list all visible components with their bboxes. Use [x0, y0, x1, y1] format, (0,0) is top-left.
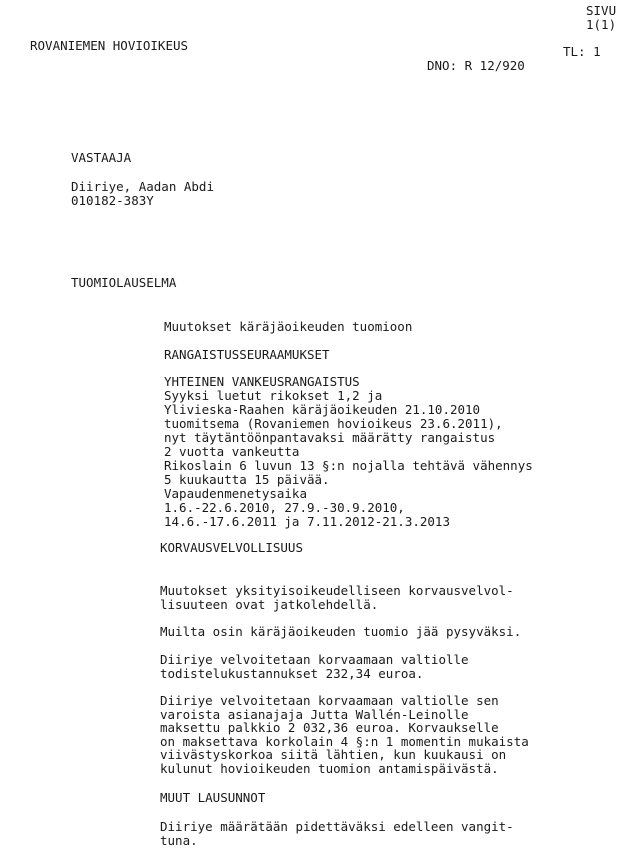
paragraph-line: tuna.: [160, 832, 198, 848]
joint-sentence-line: 5 kuukautta 15 päivää.: [164, 472, 330, 487]
paragraph-line: todistelukustannukset 232,34 euroa.: [160, 665, 424, 681]
dno-label: DNO: R 12/920: [427, 58, 525, 73]
paragraph-line: varoista asianajaja Jutta Wallén-Leinolle: [160, 706, 469, 722]
joint-sentence-line: nyt täytäntöönpantavaksi määrätty rangaistus: [164, 430, 496, 445]
page-number: 1(1): [586, 17, 617, 32]
defendant-id: 010182-383Y: [71, 193, 154, 208]
paragraph-line: kulunut hovioikeuden tuomion antamispäivästä.: [160, 760, 499, 776]
tl-label: TL: 1: [563, 44, 601, 59]
paragraph-attorney-fee: [160, 694, 529, 775]
joint-sentence-line: Rikoslain 6 luvun 13 §:n nojalla tehtävä vähennys: [164, 458, 533, 473]
paragraph-remains-valid: [160, 625, 521, 639]
defendant-name: Diiriye, Aadan Abdi: [71, 179, 214, 194]
paragraph-line: Diiriye velvoitetaan korvaamaan valtiolle sen: [160, 693, 499, 708]
defendant-heading: VASTAAJA: [71, 150, 132, 165]
joint-sentence-line: 1.6.-22.6.2010, 27.9.-30.9.2010,: [164, 500, 405, 515]
joint-sentence-section: [164, 375, 533, 529]
joint-sentence-line: Syyksi luetut rikokset 1,2 ja: [164, 388, 383, 403]
joint-sentence-line: Vapaudenmenetysaika: [164, 486, 307, 501]
joint-sentence-line: 2 vuotta vankeutta: [164, 444, 300, 459]
judgment-heading: TUOMIOLAUSELMA: [71, 275, 177, 290]
other-statements-heading: MUUT LAUSUNNOT: [160, 790, 266, 805]
joint-sentence-line: tuomitsema (Rovaniemen hovioikeus 23.6.2011),: [164, 416, 503, 431]
sanctions-heading: RANGAISTUSSEURAAMUKSET: [164, 347, 330, 362]
paragraph-line: Muilta osin käräjäoikeuden tuomio jää pysyväksi.: [160, 624, 522, 639]
paragraph-line: on maksettava korkolain 4 §:n 1 momentin mukaista: [160, 733, 529, 749]
paragraph-line: Muutokset yksityisoikeudelliseen korvausvelvol-: [160, 583, 514, 598]
paragraph-line: lisuuteen ovat jatkolehdellä.: [160, 596, 379, 612]
page-label: SIVU: [586, 3, 617, 18]
paragraph-private-liability: [160, 584, 514, 611]
court-name: ROVANIEMEN HOVIOIKEUS: [30, 38, 189, 53]
paragraph-line: Diiriye velvoitetaan korvaamaan valtiolle: [160, 652, 469, 667]
joint-sentence-heading: YHTEINEN VANKEUSRANGAISTUS: [164, 374, 360, 389]
paragraph-custody: [160, 820, 514, 847]
joint-sentence-line: 14.6.-17.6.2011 ja 7.11.2012-21.3.2013: [164, 514, 450, 529]
paragraph-evidence-costs: [160, 653, 469, 680]
changes-title: Muutokset käräjäoikeuden tuomioon: [164, 319, 413, 334]
paragraph-line: maksettu palkkio 2 032,36 euroa. Korvaukselle: [160, 720, 499, 735]
liability-heading: KORVAUSVELVOLLISUUS: [160, 540, 303, 555]
paragraph-line: Diiriye määrätään pidettäväksi edelleen vangit-: [160, 819, 514, 834]
paragraph-line: viivästyskorkoa siitä lähtien, kun kuukausi on: [160, 747, 507, 762]
joint-sentence-line: Ylivieska-Raahen käräjäoikeuden 21.10.2010: [164, 402, 481, 417]
